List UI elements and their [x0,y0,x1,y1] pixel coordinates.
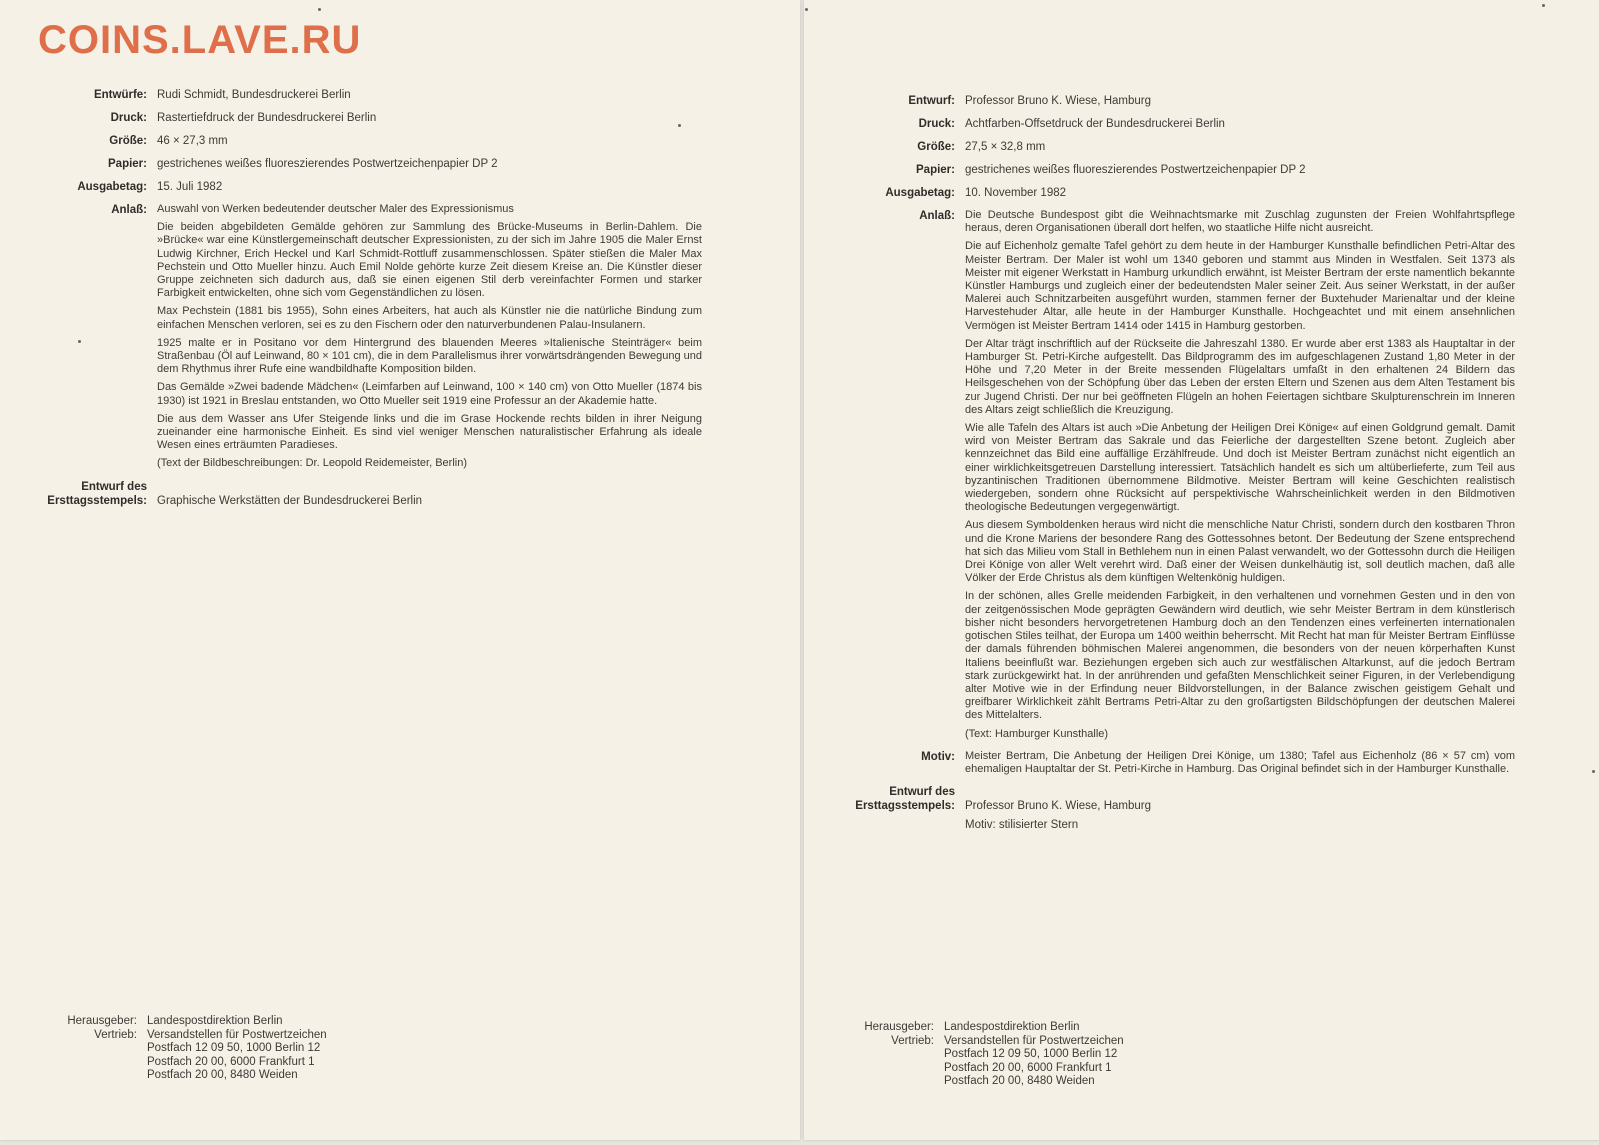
label-line: Ersttagsstempels: [855,800,955,813]
footer-line: Postfach 20 00, 8480 Weiden [944,1075,1095,1088]
field-value: Rastertiefdruck der Bundesdruckerei Berlin [157,112,377,124]
footer-line: Postfach 20 00, 6000 Frankfurt 1 [944,1061,1112,1074]
stempel-designer: Professor Bruno K. Wiese, Hamburg [965,800,1151,813]
field-value [965,785,1515,832]
field-value: Graphische Werkstätten der Bundesdruckerei Berlin [157,494,423,507]
right-footer [804,1021,1124,1089]
herausgeber-label: Herausgeber: [864,1021,934,1033]
field-ausgabetag [0,180,800,194]
field-label: Druck: [110,112,147,124]
paragraph: Die aus dem Wasser ans Ufer Steigende links und die im Grase Hockende rechts bilden in ihrer Neigung zueinander eine harmonische Einheit. Es sind viel weniger Menschen naturalistischer Erfahrung als ideale Wesen eines erträumten Paradieses. [157,412,702,452]
paragraph: Wie alle Tafeln des Altars ist auch »Die Anbetung der Heiligen Drei Könige« auf einen Goldgrund gemalt. Damit wird von Meister Bertram das Sakrale und das Feierliche der dargestellten Szene betont. Zugleich aber kennzeichnet das Bild eine auffällige Erzählfreude. Und doch ist Meister Bertram zunächst nicht eigentlich an einer wirklichkeitsgetreuen Darstellung interessiert. Tatsächlich handelt es sich um altüberlieferte, zum Teil aus byzantinischen Traditionen übernommene Bildmotive. Meister Bertram will keine Geschichten realistisch wiedergeben, sondern ohne Rücksicht auf perspektivische Wahrscheinlichkeit werden in den Bildmotiven theologische Bedeutungen vergegenwärtigt. [965,422,1515,514]
field-druck [804,117,1599,131]
field-label [0,480,157,508]
footer-line: Postfach 20 00, 6000 Frankfurt 1 [147,1055,315,1068]
paragraph: Der Altar trägt inschriftlich auf der Rückseite die Jahreszahl 1380. Er wurde aber erst 1383 als Hauptaltar in der Hamburger St. Petri-Kirche aufgestellt. Das Bildprogramm des im aufgeschlagenen Zustand 1,80 Meter in der Höhe und 7,20 Meter in der Breite messenden Flügelaltars umfaßt in den erhaltenen 24 Bildern das Heilsgeschehen von der Schöpfung über das Leben der ersten Eltern und Szenen aus dem Alten Testament bis zur Jugend Christi. Der nur bei geöffneten Flügeln an hohen Feiertagen sichtbare Skulpturenschrein im Inneren des Altars zeigt schließlich die Kreuzigung. [965,337,1515,416]
field-motiv [804,750,1599,776]
paper-speck [1542,4,1545,7]
field-value: Meister Bertram, Die Anbetung der Heiligen Drei Könige, um 1380; Tafel aus Eichenholz (86 × 57 cm) vom ehemaligen Hauptaltar der St. Petri-Kirche in Hamburg. Das Original befindet sich in der Hamburger Kunsthalle. [965,749,1515,775]
paragraph: (Text der Bildbeschreibungen: Dr. Leopold Reidemeister, Berlin) [157,457,467,470]
vertrieb-label: Vertrieb: [94,1028,137,1041]
field-value: 46 × 27,3 mm [157,135,228,147]
field-papier [0,157,800,171]
footer-line: Postfach 12 09 50, 1000 Berlin 12 [944,1048,1118,1061]
field-label: Entwurf: [908,95,955,107]
footer-values [147,1015,327,1083]
field-label: Anlaß: [919,210,955,222]
label-line: Ersttagsstempels: [47,494,147,507]
footer-line: Postfach 20 00, 8480 Weiden [147,1069,298,1082]
field-label [804,785,965,813]
paragraph: Die beiden abgebildeten Gemälde gehören zur Sammlung des Brücke-Museums in Berlin-Dahlem. Die »Brücke« war eine Künstlergemeinschaft deutscher Expressionisten, zu der sich im Jahre 1905 die Maler Ernst Ludwig Kirchner, Erich Heckel und Karl Schmidt-Rottluff zusammenschlossen. Später stießen die Maler Max Pechstein und Otto Mueller hinzu. Auch Emil Nolde gehörte kurze Zeit diesem Kreise an. Die Künstler dieser Gruppe zeichneten sich dadurch aus, daß sie einen eigenen Stil derb vereinfachter Formen und starker Farbigkeit entwickelten, ohne sich vom Gegenständlichen zu lösen. [157,221,702,300]
anlass-text [965,209,1515,741]
field-entwuerfe [0,88,800,102]
paragraph: Die Deutsche Bundespost gibt die Weihnachtsmarke mit Zuschlag zugunsten der Freien Wohlfahrtspflege heraus, deren Organisationen überall dort helfen, wo staatliche Hilfe nicht ausreicht. [965,209,1515,235]
paper-speck [318,8,321,11]
footer-labels [0,1015,147,1083]
field-label: Größe: [109,135,147,147]
anlass-text [157,203,702,471]
field-label: Größe: [917,141,955,153]
field-value: Achtfarben-Offsetdruck der Bundesdruckerei Berlin [965,118,1225,130]
footer-line: Postfach 12 09 50, 1000 Berlin 12 [147,1042,321,1055]
paragraph: Aus diesem Symboldenken heraus wird nicht die menschliche Natur Christi, sondern durch den kostbaren Thron und die Krone Mariens der besondere Rang des Gottessohnes betont. Der Bedeutung der Szene entsprechend hat sich das Milieu vom Stall in Bethlehem nun in einen Palast verwandelt, wo der Gottessohn durch die Heiligen Drei Könige von aller Welt verehrt wird. Daß einer der Weisen dunkelhäutig ist, soll deutlich machen, daß alle Völker der Erde Christus als dem künftigen Weltenkönig huldigen. [965,519,1515,585]
stempel-motiv: Motiv: stilisierter Stern [965,819,1079,832]
field-label: Papier: [916,164,955,176]
field-label: Motiv: [921,750,955,763]
footer-line: Landespostdirektion Berlin [944,1021,1080,1033]
field-ersttagsstempel [804,785,1599,832]
paragraph: Das Gemälde »Zwei badende Mädchen« (Leimfarben auf Leinwand, 100 × 140 cm) von Otto Mueller (1874 bis 1930) ist 1921 in Breslau entstanden, wo Otto Mueller seit 1919 eine Professur an der Akademie hatte. [157,381,702,407]
field-value: Rudi Schmidt, Bundesdruckerei Berlin [157,89,351,101]
field-anlass [0,203,800,471]
paragraph: In der schönen, alles Grelle meidenden Farbigkeit, in den verhaltenen und vornehmen Gesten und in den von der zeitgenössischen Mode geprägten Gewändern wird deutlich, wie sehr Meister Bertram in dem künstlerisch bisher nicht besonders hervorgetretenen Hamburg doch an den Tendenzen eines verfeinerten internationalen gotischen Stiles teilhat, der Europa um 1400 weithin beherrscht. Mit Recht hat man für Meister Bertram Einflüsse der damals führenden böhmischen Malerei angenommen, die besonders von der neuen körperhaften Kunst Italiens beeinflußt war. Beziehungen ergeben sich auch zur westfälischen Altarkunst, auf die jedoch Bertram stark zurückgewirkt hat. In der anrührenden und gefaßten Menschlichkeit seiner Figuren, in der Verlebendigung alter Motive wie in der Erfindung neuer Bildvorstellungen, in der Balance zwischen geistigem Gehalt und greifbarer Wirklichkeit zählt Bertrams Petri-Altar zu den großartigsten Bildschöpfungen der deutschen Malerei des Mittelalters. [965,590,1515,722]
field-value: 10. November 1982 [965,187,1067,199]
field-label: Ausgabetag: [77,181,147,193]
field-ersttagsstempel [0,480,800,508]
field-druck [0,111,800,125]
field-value: Professor Bruno K. Wiese, Hamburg [965,95,1151,107]
paragraph: Die auf Eichenholz gemalte Tafel gehört zu dem heute in der Hamburger Kunsthalle befindlichen Petri-Altar des Meister Bertram. Der Maler ist wohl um 1340 geboren und stammt aus Minden in Westfalen. Seit 1373 als Meister mit eigener Werkstatt in Hamburg urkundlich erwähnt, ist Meister Bertram der erste namentlich bekannte Künstler Hamburgs und zugleich einer der bedeutendsten Maler seiner Zeit. Aus seiner Werkstatt, in der außer Malerei auch Schnitzarbeiten ausgeführt wurden, stammen ferner der Buxtehuder Marienaltar und der kleine Harvestehuder Altar, alle heute in der Hamburger Kunsthalle. Hochgeachtet und mit einem ansehnlichen Vermögen ist Meister Bertram 1414 oder 1415 in Hamburg gestorben. [965,240,1515,332]
left-footer [0,1015,327,1083]
herausgeber-label: Herausgeber: [67,1015,137,1027]
right-fields [804,94,1599,841]
field-label: Entwürfe: [93,89,147,101]
field-ausgabetag [804,186,1599,200]
paragraph: Max Pechstein (1881 bis 1955), Sohn eines Arbeiters, hat auch als Künstler nie die natürliche Bindung zum einfachen Menschen verloren, sei es zu den Fischern oder den naturverbundenen Palau-Insulanern. [157,305,702,331]
left-fields [0,88,800,517]
paper-speck [78,340,81,343]
field-papier [804,163,1599,177]
paragraph: 1925 malte er in Positano vor dem Hintergrund des blauenden Meeres »Italienische Steinträger« beim Straßenbau (Öl auf Leinwand, 80 × 101 cm), die in dem Parallelismus ihrer vorwärtsdrängenden Bewegung und dem Rhythmus ihrer Rufe eine wandbildhafte Komposition bilden. [157,336,702,376]
footer-line: Landespostdirektion Berlin [147,1015,283,1027]
footer-line: Versandstellen für Postwertzeichen [944,1034,1124,1047]
watermark-logo: COINS.LAVE.RU [38,18,362,62]
label-line: Entwurf des [889,786,955,799]
paper-speck [805,8,808,11]
field-value: gestrichenes weißes fluoreszierendes Postwertzeichenpapier DP 2 [157,158,498,170]
field-label: Ausgabetag: [885,187,955,199]
field-label: Papier: [108,158,147,170]
field-value: gestrichenes weißes fluoreszierendes Postwertzeichenpapier DP 2 [965,164,1306,176]
left-sheet [0,0,800,1140]
footer-line: Versandstellen für Postwertzeichen [147,1028,327,1041]
field-label: Anlaß: [111,204,147,216]
right-sheet [804,0,1599,1140]
label-line: Entwurf des [81,480,147,493]
field-anlass [804,209,1599,741]
field-groesse [0,134,800,148]
paper-speck [678,124,681,127]
field-label: Druck: [918,118,955,130]
paragraph: Auswahl von Werken bedeutender deutscher Maler des Expressionismus [157,203,514,215]
field-value: 15. Juli 1982 [157,181,223,193]
field-value: 27,5 × 32,8 mm [965,141,1046,153]
vertrieb-label: Vertrieb: [891,1034,934,1047]
footer-values [944,1021,1124,1089]
paragraph: (Text: Hamburger Kunsthalle) [965,727,1109,740]
footer-labels [804,1021,944,1089]
field-entwurf [804,94,1599,108]
paper-speck [1592,770,1595,773]
field-groesse [804,140,1599,154]
